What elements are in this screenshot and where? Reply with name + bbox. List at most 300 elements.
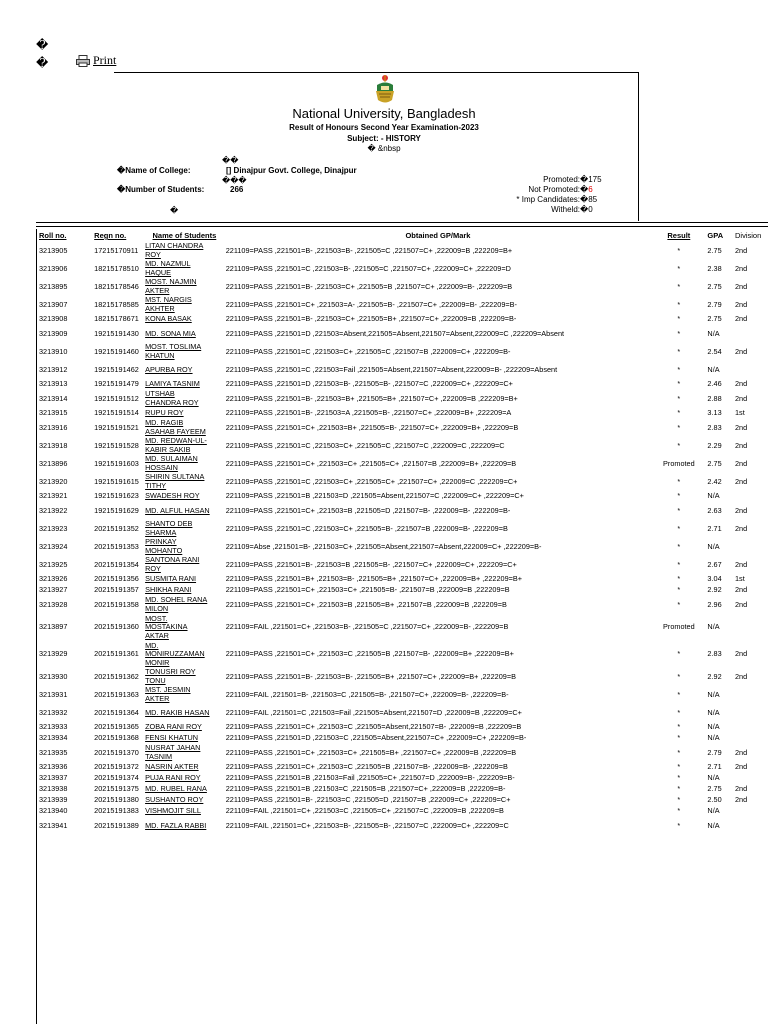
roll-cell: 3213927 xyxy=(39,585,68,595)
extra-glyph: � xyxy=(170,206,179,215)
division-cell xyxy=(734,491,768,502)
name-cell xyxy=(144,408,225,419)
roll-cell: 3213908 xyxy=(39,314,68,324)
table-row xyxy=(38,722,768,733)
roll-cell: 3213924 xyxy=(39,541,68,551)
student-name: SHIKHA RANI xyxy=(145,585,192,595)
gp-cell: 221109=PASS ,221501=C+ ,221503=C+ ,221505=C+ ,221507=B ,222009=B+ ,222209=B xyxy=(225,458,517,468)
gp-cell: 221109=PASS ,221501=B- ,221503=C+ ,221505=B ,221507=C+ ,222009=B- ,222209=B xyxy=(225,281,513,291)
students-count: 266 xyxy=(230,185,244,194)
student-name: MD. FAZLA RABBI xyxy=(145,820,207,830)
table-row xyxy=(38,806,768,817)
result-cell: * xyxy=(677,263,681,273)
division-cell: 2nd xyxy=(735,599,748,609)
student-name: LAMIYA TASNIM xyxy=(145,379,200,389)
student-name: MD. RUBEL RANA xyxy=(145,784,207,794)
nbsp-text: � &nbsp xyxy=(367,144,401,153)
name-cell xyxy=(144,641,225,668)
regn-cell: 20215191372 xyxy=(94,762,139,772)
student-name: MD. RAGIB ASAHAB FAYEEM xyxy=(145,418,206,436)
name-cell xyxy=(144,762,225,773)
gp-cell: 221109=PASS ,221501=B- ,221503=C ,221505=D ,221507=B ,222009=C+ ,222209=C+ xyxy=(225,795,511,805)
result-cell: * xyxy=(677,476,681,486)
result-cell: * xyxy=(677,671,681,681)
gpa-cell: 2.83 xyxy=(707,649,722,659)
regn-cell: 20215191364 xyxy=(94,707,139,717)
gp-cell: 221109=PASS ,221501=C+ ,221503=C ,221505=B ,221507=B- ,222009=B- ,222209=B xyxy=(225,762,508,772)
table-row xyxy=(38,455,768,473)
gp-cell: 221109=PASS ,221501=C ,221503=C+ ,221505=C ,221507=C ,222009=C ,222209=C xyxy=(225,440,505,450)
result-cell: * xyxy=(677,440,681,450)
col-gpa: GPA xyxy=(707,231,724,240)
name-cell xyxy=(144,722,225,733)
table-row xyxy=(38,574,768,585)
gpa-cell: N/A xyxy=(707,622,720,632)
result-cell: * xyxy=(677,795,681,805)
gp-cell: 221109=FAIL ,221501=C+ ,221503=B- ,221505=C ,221507=C+ ,222009=B- ,222209=B xyxy=(225,622,509,632)
table-row xyxy=(38,762,768,773)
table-row xyxy=(38,502,768,520)
table-row xyxy=(38,419,768,437)
result-cell: * xyxy=(677,649,681,659)
gpa-cell: 2.79 xyxy=(707,747,722,757)
roll-cell: 3213941 xyxy=(39,820,68,830)
student-name: MD. NAZMUL HAQUE xyxy=(145,259,191,277)
gp-cell: 221109=PASS ,221501=B+ ,221503=B- ,221505=B+ ,221507=C+ ,222009=B+ ,222209=B+ xyxy=(225,574,523,584)
table-left-border xyxy=(36,229,37,1024)
student-name: MOST. TOSLIMA KHATUN xyxy=(145,342,202,360)
students-label: �Number of Students: xyxy=(117,185,205,194)
student-name: MD. MONIRUZZAMAN MONIR xyxy=(145,640,205,667)
gp-cell: 221109=Abse ,221501=B- ,221503=C+ ,221505=Absent,221507=Absent,222009=C+ ,222209=B- xyxy=(225,541,542,551)
division-cell: 2nd xyxy=(735,649,748,659)
gp-cell: 221109=PASS ,221501=B- ,221503=B ,221505=B- ,221507=C+ ,222009=C+ ,222209=C+ xyxy=(225,559,517,569)
gp-cell: 221109=PASS ,221501=C+ ,221503=C+ ,221505=B+ ,221507=C+ ,222009=B ,222209=B xyxy=(225,747,517,757)
name-cell xyxy=(144,278,225,296)
result-cell: * xyxy=(677,707,681,717)
table-row xyxy=(38,314,768,325)
student-name: MD. REDWAN-UL-KABIR SAKIB xyxy=(145,436,207,454)
gpa-cell: N/A xyxy=(707,689,720,699)
gp-cell: 221109=FAIL ,221501=B- ,221503=C ,221505=B- ,221507=C+ ,222009=B- ,222209=B- xyxy=(225,689,509,699)
student-name: MD. SONA MIA xyxy=(145,328,196,338)
header-divider-2 xyxy=(36,226,768,227)
student-name: PRINKAY MOHANTO xyxy=(145,537,183,555)
gp-cell: 221109=PASS ,221501=C ,221503=C+ ,221505=C ,221507=B ,222009=C+ ,222209=B- xyxy=(225,346,511,356)
table-row xyxy=(38,473,768,491)
regn-cell: 20215191375 xyxy=(94,784,139,794)
regn-cell: 18215178671 xyxy=(94,314,139,324)
gp-cell: 221109=FAIL ,221501=C+ ,221503=B- ,221505=B- ,221507=C ,222009=C+ ,222209=C xyxy=(225,820,509,830)
division-cell: 2nd xyxy=(735,747,748,757)
not-promoted-number: 6 xyxy=(588,185,593,194)
name-cell xyxy=(144,596,225,614)
gpa-cell: N/A xyxy=(707,364,720,374)
regn-cell: 19215191603 xyxy=(94,458,139,468)
gp-cell: 221109=PASS ,221501=C ,221503=C+ ,221505=C+ ,221507=C+ ,222009=C ,222209=C+ xyxy=(225,476,518,486)
regn-cell: 20215191389 xyxy=(94,820,139,830)
roll-cell: 3213939 xyxy=(39,795,68,805)
gp-cell: 221109=PASS ,221501=B ,221503=Fail ,221505=C+ ,221507=D ,222009=B- ,222209=B- xyxy=(225,773,515,783)
roll-cell: 3213914 xyxy=(39,393,68,403)
bullet-glyph: � xyxy=(36,56,49,70)
regn-cell: 19215191462 xyxy=(94,364,139,374)
regn-cell: 19215191430 xyxy=(94,328,139,338)
regn-cell: 20215191356 xyxy=(94,574,139,584)
gp-cell: 221109=PASS ,221501=C ,221503=C+ ,221505=B- ,221507=B ,222009=B- ,222209=B xyxy=(225,523,508,533)
division-cell: 2nd xyxy=(735,523,748,533)
col-result: Result xyxy=(667,231,691,240)
regn-cell: 20215191352 xyxy=(94,523,139,533)
student-name: ZOBA RANI ROY xyxy=(145,722,202,732)
roll-cell: 3213925 xyxy=(39,559,68,569)
roll-cell: 3213906 xyxy=(39,263,68,273)
col-division: Division xyxy=(735,231,762,240)
gpa-cell: N/A xyxy=(707,707,720,717)
gpa-cell: 2.46 xyxy=(707,379,722,389)
roll-cell: 3213933 xyxy=(39,722,68,732)
student-name: NUSRAT JAHAN TASNIM xyxy=(145,743,201,761)
regn-cell: 19215191512 xyxy=(94,393,139,403)
roll-cell: 3213918 xyxy=(39,440,68,450)
roll-cell: 3213936 xyxy=(39,762,68,772)
result-cell: * xyxy=(677,806,681,816)
gp-cell: 221109=PASS ,221501=D ,221503=B- ,221505=B- ,221507=C ,222009=C+ ,222209=C+ xyxy=(225,379,513,389)
table-row xyxy=(38,296,768,314)
result-cell: Promoted xyxy=(663,458,695,468)
result-cell: * xyxy=(677,541,681,551)
roll-cell: 3213926 xyxy=(39,574,68,584)
name-cell xyxy=(144,668,225,686)
regn-cell: 19215191629 xyxy=(94,505,139,515)
gpa-cell: N/A xyxy=(707,722,720,732)
table-row xyxy=(38,242,768,260)
table-row xyxy=(38,686,768,704)
name-cell xyxy=(144,704,225,722)
name-cell xyxy=(144,361,225,379)
student-name: UTSHAB CHANDRA ROY xyxy=(145,389,199,407)
gpa-cell: 3.04 xyxy=(707,574,722,584)
header-divider-1 xyxy=(36,222,768,223)
name-cell xyxy=(144,260,225,278)
roll-cell: 3213895 xyxy=(39,281,68,291)
gpa-cell: 2.92 xyxy=(707,585,722,595)
table-row xyxy=(38,437,768,455)
division-cell: 2nd xyxy=(735,245,748,255)
table-row xyxy=(38,704,768,722)
result-cell: * xyxy=(677,599,681,609)
roll-cell: 3213935 xyxy=(39,747,68,757)
result-cell: * xyxy=(677,281,681,291)
withheld-label: Witheld: xyxy=(551,205,580,214)
not-promoted-label: Not Promoted: xyxy=(528,185,580,194)
division-cell: 2nd xyxy=(735,299,748,309)
table-row xyxy=(38,795,768,806)
regn-cell: 20215191357 xyxy=(94,585,139,595)
gp-cell: 221109=PASS ,221501=C ,221503=Fail ,221505=Absent,221507=Absent,222009=B- ,222209=Absent xyxy=(225,364,558,374)
student-name: MOST. MOSTAKINA AKTAR xyxy=(145,613,188,640)
regn-cell: 20215191370 xyxy=(94,747,139,757)
result-cell: * xyxy=(677,733,681,743)
regn-cell: 20215191353 xyxy=(94,541,139,551)
college-name-label: �Name of College: xyxy=(117,166,191,175)
gpa-cell: 2.75 xyxy=(707,458,722,468)
result-cell: * xyxy=(677,491,681,501)
division-cell: 2nd xyxy=(735,346,748,356)
gpa-cell: 2.67 xyxy=(707,559,722,569)
regn-cell: 20215191362 xyxy=(94,671,139,681)
gp-cell: 221109=FAIL ,221501=C+ ,221503=C ,221505=C+ ,221507=C ,222009=B ,222209=B xyxy=(225,806,504,816)
gp-cell: 221109=PASS ,221501=B- ,221503=A ,221505=B- ,221507=C+ ,222009=B+ ,222209=A xyxy=(225,408,512,418)
regn-cell: 19215191623 xyxy=(94,491,139,501)
table-row xyxy=(38,784,768,795)
student-name: MST. JESMIN AKTER xyxy=(145,685,191,703)
division-cell xyxy=(734,806,768,817)
bullet-glyph: � xyxy=(36,38,49,52)
name-cell xyxy=(144,795,225,806)
roll-cell: 3213931 xyxy=(39,689,68,699)
gpa-cell: 2.29 xyxy=(707,440,722,450)
table-row xyxy=(38,614,768,641)
roll-cell: 3213910 xyxy=(39,346,68,356)
name-cell xyxy=(144,538,225,556)
regn-cell: 20215191380 xyxy=(94,795,139,805)
gp-cell: 221109=PASS ,221501=C+ ,221503=B ,221505=D ,221507=B- ,222009=B- ,222209=B- xyxy=(225,505,511,515)
gp-cell: 221109=PASS ,221501=B- ,221503=C+ ,221505=B+ ,221507=C+ ,222009=B ,222209=B- xyxy=(225,314,517,324)
division-cell xyxy=(734,538,768,556)
division-cell: 2nd xyxy=(735,422,748,432)
university-name: National University, Bangladesh xyxy=(292,106,476,121)
gpa-cell: 2.83 xyxy=(707,422,722,432)
division-cell xyxy=(734,817,768,835)
student-name: SUSMITA RANI xyxy=(145,574,197,584)
promoted-value: �175 xyxy=(580,175,602,184)
student-name: MOST. NAJMIN AKTER xyxy=(145,277,197,295)
table-row xyxy=(38,585,768,596)
regn-cell: 20215191363 xyxy=(94,689,139,699)
result-cell: * xyxy=(677,346,681,356)
roll-cell: 3213937 xyxy=(39,773,68,783)
not-promoted-glyph: � xyxy=(580,185,589,194)
gpa-cell: 2.54 xyxy=(707,346,722,356)
table-row xyxy=(38,733,768,744)
table-row xyxy=(38,641,768,668)
division-cell: 2nd xyxy=(735,314,748,324)
name-cell xyxy=(144,437,225,455)
gp-cell: 221109=PASS ,221501=D ,221503=Absent,221505=Absent,221507=Absent,222009=C ,222209=Absent xyxy=(225,328,565,338)
gpa-cell: 2.96 xyxy=(707,599,722,609)
result-cell: * xyxy=(677,585,681,595)
not-promoted-value xyxy=(580,185,593,194)
student-name: APURBA ROY xyxy=(145,364,193,374)
result-cell: * xyxy=(677,523,681,533)
result-cell: * xyxy=(677,820,681,830)
gpa-cell: 2.92 xyxy=(707,671,722,681)
result-cell: * xyxy=(677,784,681,794)
regn-cell: 20215191365 xyxy=(94,722,139,732)
table-row xyxy=(38,556,768,574)
roll-cell: 3213920 xyxy=(39,476,68,486)
table-row xyxy=(38,390,768,408)
table-row xyxy=(38,668,768,686)
student-name: MD. ALFUL HASAN xyxy=(145,505,210,515)
name-cell xyxy=(144,455,225,473)
gp-cell: 221109=PASS ,221501=C+ ,221503=B ,221505=B+ ,221507=B ,222009=B ,222209=B xyxy=(225,599,507,609)
division-cell: 2nd xyxy=(735,379,748,389)
regn-cell: 19215191615 xyxy=(94,476,139,486)
gp-cell: 221109=PASS ,221501=B- ,221503=B- ,221505=C ,221507=C+ ,222009=B ,222209=B+ xyxy=(225,245,513,255)
gp-cell: 221109=PASS ,221501=D ,221503=C ,221505=Absent,221507=C+ ,222009=C+ ,222209=B- xyxy=(225,733,527,743)
gpa-cell: N/A xyxy=(707,491,720,501)
student-name: LITAN CHANDRA ROY xyxy=(145,241,204,259)
student-name: FENSI KHATUN xyxy=(145,733,199,743)
name-cell xyxy=(144,733,225,744)
roll-cell: 3213915 xyxy=(39,408,68,418)
student-name: MST. NARGIS AKHTER xyxy=(145,295,192,313)
result-cell: * xyxy=(677,747,681,757)
name-cell xyxy=(144,390,225,408)
table-row xyxy=(38,379,768,390)
gpa-cell: 2.75 xyxy=(707,245,722,255)
gp-cell: 221109=PASS ,221501=C+ ,221503=C+ ,221505=B- ,221507=B ,222009=B ,222209=B xyxy=(225,585,510,595)
regn-cell: 20215191358 xyxy=(94,599,139,609)
college-prefix: �� xyxy=(222,156,239,165)
division-cell xyxy=(734,361,768,379)
division-cell: 2nd xyxy=(735,393,748,403)
result-cell: * xyxy=(677,773,681,783)
gp-cell: 221109=PASS ,221501=C+ ,221503=C ,221505=B ,221507=B- ,222009=B+ ,222209=B+ xyxy=(225,649,514,659)
student-name: VISHMOJIT SILL xyxy=(145,806,201,816)
name-cell xyxy=(144,242,225,260)
regn-cell: 20215191360 xyxy=(94,622,139,632)
regn-cell: 20215191374 xyxy=(94,773,139,783)
gp-cell: 221109=PASS ,221501=B ,221503=C ,221505=B ,221507=C+ ,222009=B ,222209=B- xyxy=(225,784,506,794)
gpa-cell: 3.13 xyxy=(707,408,722,418)
division-cell: 2nd xyxy=(735,458,748,468)
table-row xyxy=(38,773,768,784)
table-row xyxy=(38,538,768,556)
gpa-cell: 2.88 xyxy=(707,393,722,403)
result-cell: * xyxy=(677,299,681,309)
gpa-cell: 2.50 xyxy=(707,795,722,805)
gpa-cell: 2.75 xyxy=(707,784,722,794)
division-cell xyxy=(734,614,768,641)
print-label[interactable]: Print xyxy=(93,53,117,67)
gpa-cell: N/A xyxy=(707,541,720,551)
col-name: Name of Students xyxy=(152,231,217,240)
division-cell: 1st xyxy=(735,574,745,584)
regn-cell: 20215191361 xyxy=(94,649,139,659)
name-cell xyxy=(144,379,225,390)
division-cell: 2nd xyxy=(735,505,748,515)
name-cell xyxy=(144,686,225,704)
gp-cell: 221109=PASS ,221501=C+ ,221503=C ,221505=Absent,221507=B- ,222009=B ,222209=B xyxy=(225,722,522,732)
withheld-value: �0 xyxy=(580,205,593,214)
print-link[interactable] xyxy=(76,53,116,68)
roll-cell: 3213928 xyxy=(39,599,68,609)
gpa-cell: N/A xyxy=(707,328,720,338)
roll-cell: 3213916 xyxy=(39,422,68,432)
student-name: MD. SULAIMAN HOSSAIN xyxy=(145,454,198,472)
col-gp: Obtained GP/Mark xyxy=(405,231,471,240)
exam-title: Result of Honours Second Year Examination-2023 xyxy=(289,123,479,132)
regn-cell: 17215170911 xyxy=(94,245,139,255)
division-cell: 2nd xyxy=(735,795,748,805)
result-cell: * xyxy=(677,364,681,374)
regn-cell: 19215191521 xyxy=(94,422,139,432)
name-cell xyxy=(144,296,225,314)
result-cell: * xyxy=(677,314,681,324)
name-cell xyxy=(144,614,225,641)
regn-cell: 18215178510 xyxy=(94,263,139,273)
regn-cell: 18215178585 xyxy=(94,299,139,309)
division-cell: 2nd xyxy=(735,585,748,595)
roll-cell: 3213912 xyxy=(39,364,68,374)
name-cell xyxy=(144,773,225,784)
college-name: [] Dinajpur Govt. College, Dinajpur xyxy=(226,166,357,175)
student-name: SHIRIN SULTANA TITHY xyxy=(145,472,205,490)
roll-cell: 3213896 xyxy=(39,458,68,468)
roll-cell: 3213929 xyxy=(39,649,68,659)
table-row xyxy=(38,325,768,343)
result-cell: * xyxy=(677,408,681,418)
gp-cell: 221109=PASS ,221501=C+ ,221503=A- ,221505=B- ,221507=C+ ,222009=B- ,222209=B- xyxy=(225,299,517,309)
student-name: SHANTO DEB SHARMA xyxy=(145,519,193,537)
name-cell xyxy=(144,314,225,325)
student-name: MD. SOHEL RANA MILON xyxy=(145,595,208,613)
student-name: KONA BASAK xyxy=(145,314,192,324)
name-cell xyxy=(144,556,225,574)
result-cell: * xyxy=(677,393,681,403)
table-header-row xyxy=(38,231,768,242)
col-regn: Regn no. xyxy=(94,231,127,240)
regn-cell: 18215178546 xyxy=(94,281,139,291)
student-name: TONUSRI ROY TONU xyxy=(145,667,196,685)
name-cell xyxy=(144,744,225,762)
gp-cell: 221109=PASS ,221501=C ,221503=B- ,221505=C ,221507=C+ ,222009=C+ ,222209=D xyxy=(225,263,511,273)
division-cell xyxy=(734,325,768,343)
division-cell xyxy=(734,773,768,784)
name-cell xyxy=(144,419,225,437)
roll-cell: 3213940 xyxy=(39,806,68,816)
student-name: PUJA RANI ROY xyxy=(145,773,201,783)
gpa-cell: 2.63 xyxy=(707,505,722,515)
division-cell: 2nd xyxy=(735,281,748,291)
university-logo xyxy=(369,73,401,107)
gpa-cell: N/A xyxy=(707,820,720,830)
student-name: SUSHANTO ROY xyxy=(145,795,204,805)
result-cell: * xyxy=(677,574,681,584)
roll-cell: 3213897 xyxy=(39,622,68,632)
table-row xyxy=(38,260,768,278)
result-cell: * xyxy=(677,379,681,389)
roll-cell: 3213923 xyxy=(39,523,68,533)
gp-cell: 221109=PASS ,221501=B- ,221503=B- ,221505=B+ ,221507=C+ ,222009=B+ ,222209=B xyxy=(225,671,516,681)
gp-cell: 221109=PASS ,221501=B ,221503=D ,221505=Absent,221507=C ,222009=C+ ,222209=C+ xyxy=(225,491,524,501)
table-row xyxy=(38,744,768,762)
gpa-cell: 2.79 xyxy=(707,299,722,309)
division-cell: 2nd xyxy=(735,762,748,772)
name-cell xyxy=(144,806,225,817)
roll-cell: 3213922 xyxy=(39,505,68,515)
regn-cell: 19215191460 xyxy=(94,346,139,356)
division-cell: 2nd xyxy=(735,784,748,794)
gpa-cell: N/A xyxy=(707,806,720,816)
division-cell: 2nd xyxy=(735,476,748,486)
table-row xyxy=(38,817,768,835)
result-cell: * xyxy=(677,505,681,515)
division-cell xyxy=(734,686,768,704)
